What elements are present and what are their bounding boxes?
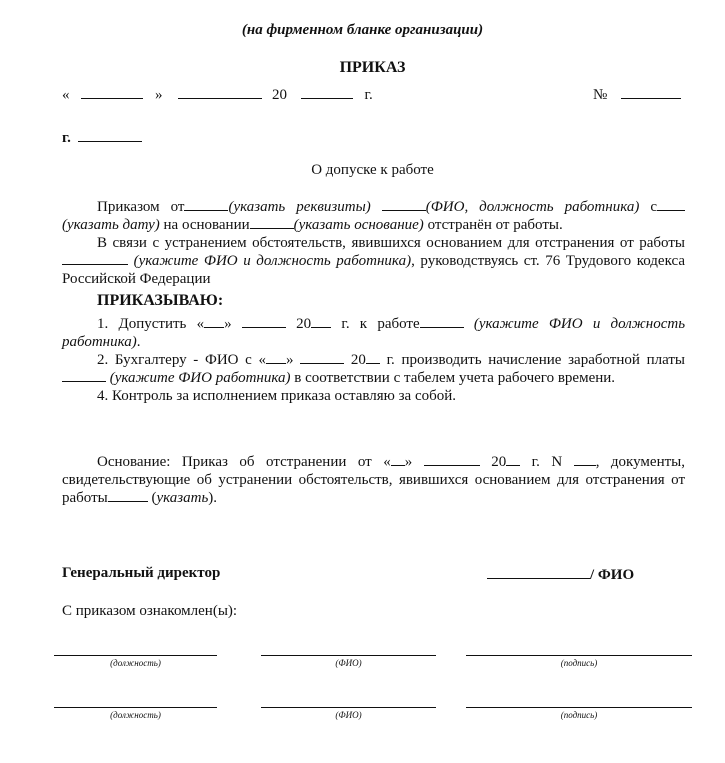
blank-field[interactable] bbox=[311, 315, 331, 328]
document-title: ПРИКАЗ bbox=[339, 59, 406, 76]
number-label: № bbox=[593, 87, 608, 103]
year-prefix: 20 bbox=[272, 87, 287, 103]
text: Приказом от bbox=[97, 199, 185, 215]
text: » bbox=[404, 454, 424, 470]
number-line bbox=[593, 85, 681, 104]
order-body bbox=[62, 198, 685, 405]
director-position: Генеральный директор bbox=[62, 565, 221, 581]
date-line bbox=[62, 85, 373, 104]
hint-text: (укажите ФИО и должность работника) bbox=[62, 316, 686, 350]
paragraph-preamble bbox=[62, 198, 685, 234]
order-item-2 bbox=[62, 351, 685, 387]
text: ). bbox=[208, 490, 218, 506]
blank-field[interactable] bbox=[266, 351, 286, 364]
text: , руководствуясь ст. 76 Трудового кодекса Российской Федерации bbox=[62, 253, 685, 287]
text: , документы, свидетельствующие об устранении обстоятельств, явившихся основанием для отстранения от работы bbox=[62, 454, 685, 506]
blank-field[interactable] bbox=[300, 351, 344, 364]
hint-text: указать bbox=[156, 490, 209, 506]
text: на основании bbox=[159, 217, 250, 233]
position-label: (должность) bbox=[110, 658, 161, 668]
text: В связи с устранением обстоятельств, явившихся основанием для отстранения от работы bbox=[97, 235, 685, 251]
text: г. производить начисление заработной платы bbox=[379, 352, 685, 368]
acknowledged-label: С приказом ознакомлен(ы): bbox=[62, 603, 238, 619]
hint-text: (ФИО, должность работника) bbox=[425, 199, 640, 215]
director-signature-field[interactable] bbox=[487, 565, 590, 579]
city-label: г. bbox=[62, 130, 71, 146]
year-field[interactable] bbox=[301, 85, 353, 99]
signature-line[interactable] bbox=[466, 655, 692, 656]
name-label: (ФИО) bbox=[335, 658, 362, 668]
director-name: / ФИО bbox=[590, 567, 635, 583]
blank-field[interactable] bbox=[250, 216, 294, 229]
hint-text: (указать основание) bbox=[293, 217, 424, 233]
city-line bbox=[62, 128, 142, 147]
signature-line[interactable] bbox=[466, 707, 692, 708]
position-label: (должность) bbox=[110, 710, 161, 720]
name-label: (ФИО) bbox=[335, 710, 362, 720]
signature-label: (подпись) bbox=[560, 710, 598, 720]
text: 20 bbox=[344, 352, 366, 368]
blank-field[interactable] bbox=[204, 315, 224, 328]
text: . bbox=[136, 334, 141, 350]
blank-field[interactable] bbox=[366, 351, 380, 364]
blank-field[interactable] bbox=[506, 453, 520, 466]
order-subject: О допуске к работе bbox=[311, 162, 434, 178]
blank-field[interactable] bbox=[420, 315, 464, 328]
blank-field[interactable] bbox=[184, 198, 228, 211]
signature-label: (подпись) bbox=[560, 658, 598, 668]
hint-text: (укажите ФИО и должность работника) bbox=[128, 253, 412, 269]
position-signature-line[interactable] bbox=[54, 655, 217, 656]
city-field[interactable] bbox=[78, 128, 142, 142]
blank-field[interactable] bbox=[242, 315, 286, 328]
close-quote: » bbox=[155, 87, 163, 103]
text: 20 bbox=[285, 316, 312, 332]
text: » bbox=[286, 352, 301, 368]
basis-text bbox=[62, 453, 685, 507]
name-signature-line[interactable] bbox=[261, 655, 436, 656]
name-signature-line[interactable] bbox=[261, 707, 436, 708]
hint-text: (укажите ФИО работника) bbox=[106, 370, 291, 386]
text: 20 bbox=[479, 454, 507, 470]
text: Основание: Приказ об отстранении от « bbox=[97, 454, 391, 470]
letterhead-note: (на фирменном бланке организации) bbox=[241, 22, 484, 38]
blank-field[interactable] bbox=[657, 198, 685, 211]
month-field[interactable] bbox=[178, 85, 262, 99]
hint-text: (указать реквизиты) bbox=[228, 199, 371, 215]
blank-field[interactable] bbox=[108, 489, 148, 502]
hint-text: (указать дату) bbox=[62, 217, 160, 233]
text: в соответствии с табелем учета рабочего времени. bbox=[290, 370, 616, 386]
blank-field[interactable] bbox=[382, 198, 426, 211]
day-field[interactable] bbox=[81, 85, 143, 99]
blank-field[interactable] bbox=[391, 453, 405, 466]
text: ( bbox=[147, 490, 157, 506]
blank-field[interactable] bbox=[424, 453, 480, 466]
number-field[interactable] bbox=[621, 85, 681, 99]
open-quote: « bbox=[62, 87, 70, 103]
director-signature bbox=[487, 565, 634, 584]
text: г. N bbox=[520, 454, 574, 470]
text: отстранён от работы. bbox=[423, 217, 563, 233]
year-suffix: г. bbox=[364, 87, 373, 103]
position-signature-line[interactable] bbox=[54, 707, 217, 708]
order-heading: ПРИКАЗЫВАЮ: bbox=[97, 292, 224, 309]
order-item-1 bbox=[62, 315, 685, 351]
blank-field[interactable] bbox=[574, 453, 596, 466]
paragraph-reason bbox=[62, 234, 685, 288]
text: г. к работе bbox=[331, 316, 420, 332]
text: 1. Допустить « bbox=[97, 316, 205, 332]
blank-field[interactable] bbox=[62, 252, 128, 265]
text: 2. Бухгалтеру - ФИО с « bbox=[97, 352, 267, 368]
text: » bbox=[224, 316, 242, 332]
blank-field[interactable] bbox=[62, 369, 106, 382]
basis-paragraph bbox=[62, 453, 685, 507]
text: с bbox=[650, 199, 657, 215]
order-item-4: 4. Контроль за исполнением приказа оставляю за собой. bbox=[97, 388, 457, 404]
